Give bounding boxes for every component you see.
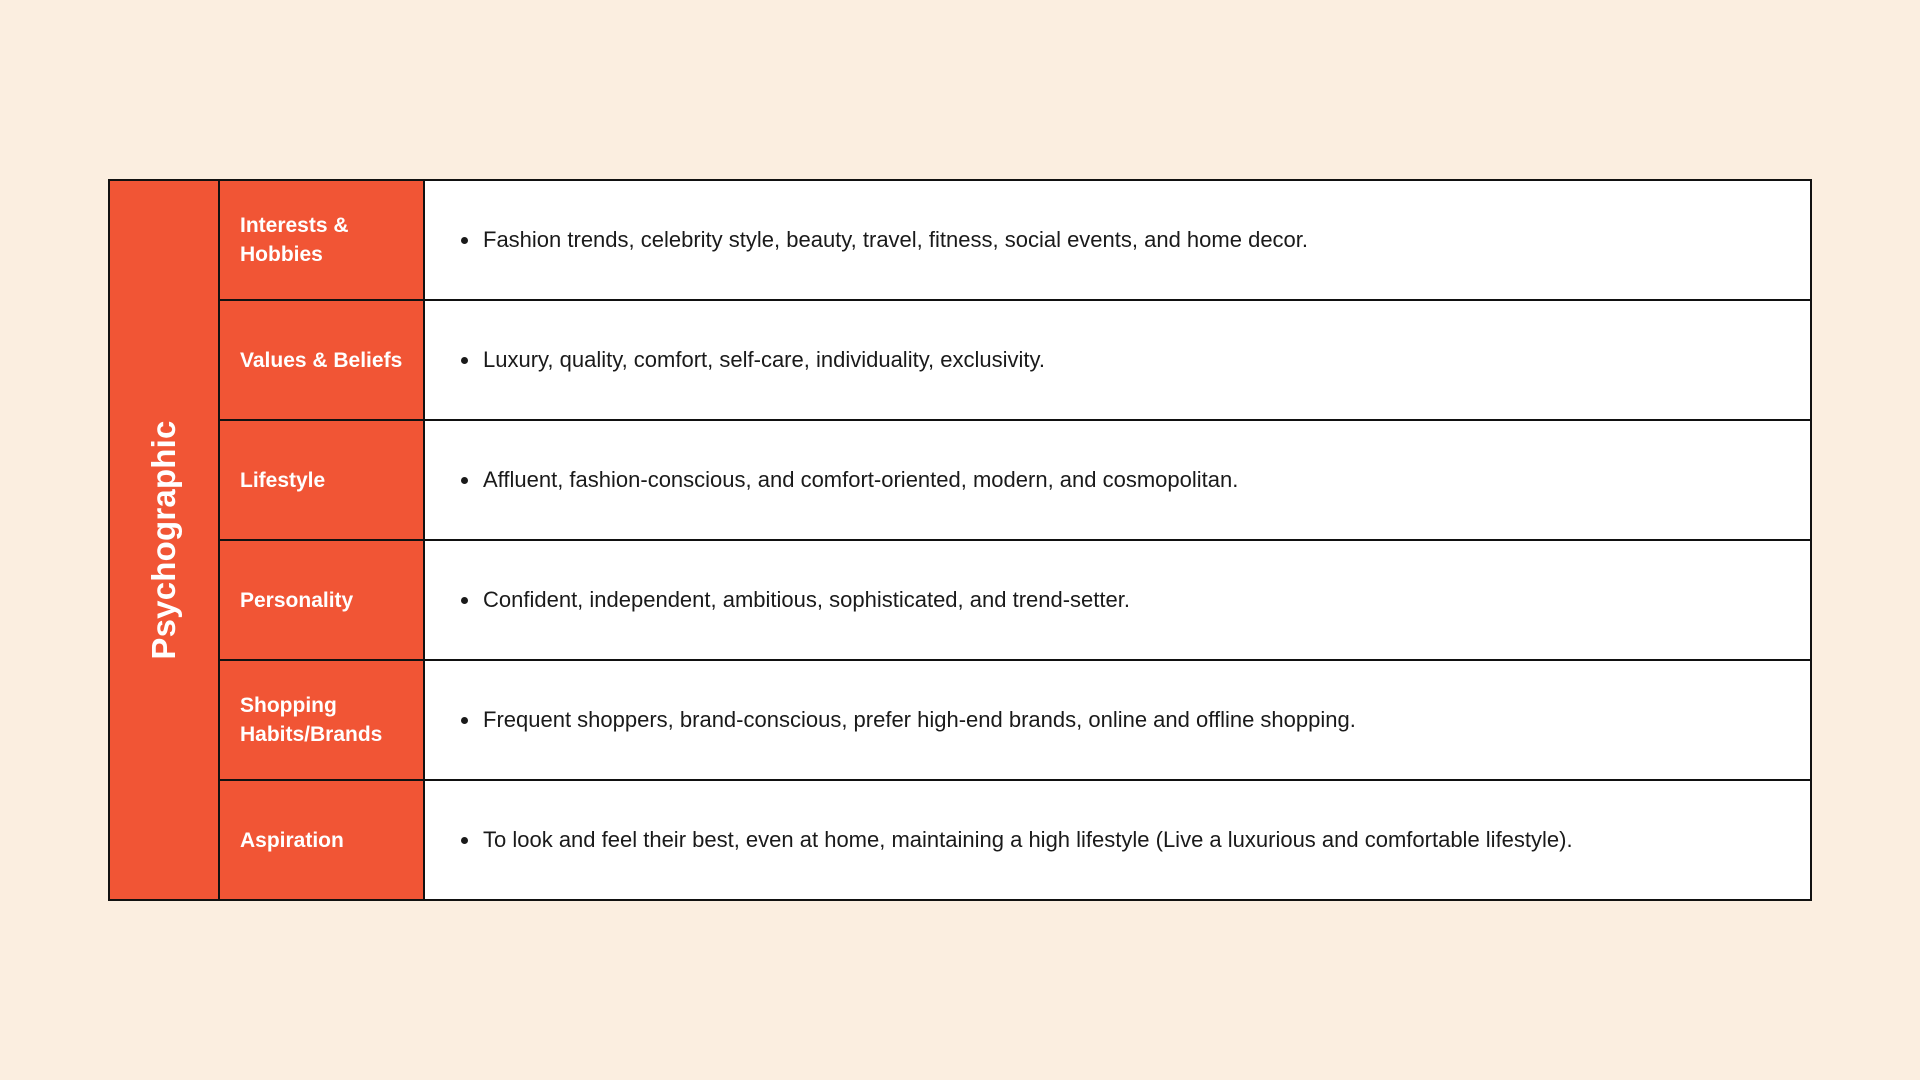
table-row bbox=[220, 661, 1810, 781]
table-row bbox=[220, 301, 1810, 421]
table-rows bbox=[220, 181, 1810, 899]
row-description bbox=[425, 181, 1810, 299]
row-category: Values & Beliefs bbox=[220, 301, 425, 419]
row-category: Shopping Habits/Brands bbox=[220, 661, 425, 779]
row-description bbox=[425, 421, 1810, 539]
table-row bbox=[220, 541, 1810, 661]
row-description bbox=[425, 661, 1810, 779]
section-title: Psychographic bbox=[145, 420, 182, 660]
row-category: Interests & Hobbies bbox=[220, 181, 425, 299]
bullet-icon bbox=[461, 357, 468, 364]
row-description bbox=[425, 781, 1810, 899]
section-header bbox=[110, 181, 220, 899]
bullet-icon bbox=[461, 477, 468, 484]
row-description bbox=[425, 541, 1810, 659]
bullet-icon bbox=[461, 597, 468, 604]
table-row bbox=[220, 781, 1810, 899]
row-description-text: Affluent, fashion-conscious, and comfort-oriented, modern, and cosmopolitan. bbox=[483, 467, 1239, 492]
table-row bbox=[220, 421, 1810, 541]
row-category: Aspiration bbox=[220, 781, 425, 899]
row-description-text: Luxury, quality, comfort, self-care, individuality, exclusivity. bbox=[483, 347, 1046, 372]
row-description-text: Fashion trends, celebrity style, beauty, travel, fitness, social events, and home decor. bbox=[483, 227, 1309, 252]
psychographic-table bbox=[108, 179, 1812, 901]
bullet-icon bbox=[461, 717, 468, 724]
row-description bbox=[425, 301, 1810, 419]
row-description-text: Confident, independent, ambitious, sophisticated, and trend-setter. bbox=[483, 587, 1130, 612]
row-description-text: Frequent shoppers, brand-conscious, prefer high-end brands, online and offline shopping. bbox=[483, 707, 1356, 732]
bullet-icon bbox=[461, 837, 468, 844]
row-category: Lifestyle bbox=[220, 421, 425, 539]
row-category: Personality bbox=[220, 541, 425, 659]
row-description-text: To look and feel their best, even at home, maintaining a high lifestyle (Live a luxurious and comfortable lifestyle). bbox=[483, 827, 1573, 852]
table-row bbox=[220, 181, 1810, 301]
bullet-icon bbox=[461, 237, 468, 244]
